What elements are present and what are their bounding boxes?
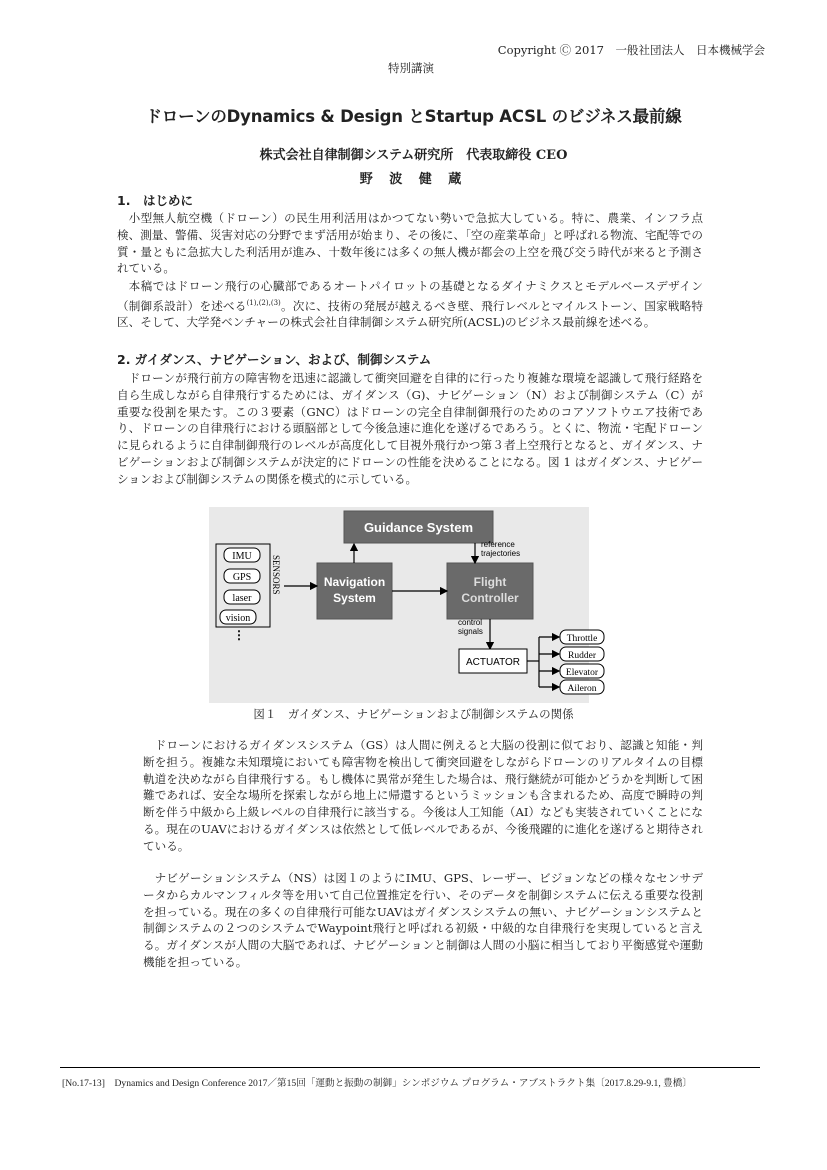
paragraph: ドローンにおけるガイダンスシステム（GS）は人間に例えると大脳の役割に似ており、認識と知能・判断を担う。複雑な未知環境においても障害物を検出して衝突回避をしながらドローンのリアルタイムの目標軌道を決めながら自律飛行する。もし機体に異常が発生した場合は、飛行継続が可能かどうかを判断して困難であれば、安全な場所を探索しながら地上に帰還するというミッションも含まれるため、高度で瞬時の判断を伴う中級から上級レベルの自律飛行に該当する。今後は人工知能（AI）なども実装されていくことになる。現在のUAVにおけるガイダンスは依然として低レベルであるが、今後飛躍的に進化を遂げると期待されている。 — [143, 738, 703, 853]
reference-label-1: reference — [481, 540, 515, 549]
sensor-imu-label: IMU — [232, 551, 252, 562]
output-elevator-label: Elevator — [565, 668, 599, 678]
navigation-label-1: Navigation — [323, 575, 386, 589]
figure-caption: 図１ ガイダンス、ナビゲーションおよび制御システムの関係 — [253, 707, 574, 721]
paragraph — [117, 278, 703, 331]
paper-title: ドローンのDynamics & Design とStartup ACSL のビジネス最前線 — [145, 107, 682, 126]
author-affiliation: 株式会社自律制御システム研究所 代表取締役 CEO — [259, 148, 568, 163]
sensor-vision-label: vision — [225, 613, 251, 624]
footer-rule — [60, 1067, 760, 1068]
paragraph-text: 。次に、技術の発展が越えるべき壁、飛行レベルとマイルストーン、国家戦略特区、そして、大学発ベンチャーの株式会社自律制御システム研究所(ACSL)のビジネス最前線を述べる。 — [117, 298, 703, 330]
sensor-laser-label: laser — [232, 593, 252, 604]
copyright-notice: Copyright Ⓒ 2017 一般社団法人 日本機械学会 — [497, 43, 765, 57]
output-rudder-label: Rudder — [568, 651, 596, 661]
control-label-1: control — [458, 618, 483, 627]
paragraph-text: 本稿ではドローン飛行の心臓部であるオートパイロットの基礎となるダイナミクスとモデルベースデザイン（制御系設計）を述べる — [117, 279, 703, 313]
output-aileron-label: Aileron — [567, 684, 597, 694]
citation: (1),(2),(3) — [246, 298, 281, 307]
session-label: 特別講演 — [388, 61, 434, 75]
reference-label-2: trajectories — [481, 549, 521, 558]
paragraph: ナビゲーションシステム（NS）は図１のようにIMU、GPS、レーザー、ビジョンなどの様々なセンサデータからカルマンフィルタ等を用いて自己位置推定を行い、そのデータを制御システムに伝える重要な役割を担っている。現在の多くの自律飛行可能なUAVはガイダンスシステムの無い、ナビゲーションシステムと制御システムの２つのシステムでWaypoint飛行と呼ばれる初級・中級的な自律飛行を実現していると言える。ガイダンスが人間の大脳であれば、ナビゲーションと制御は人間の小脳に相当しており平衡感覚や運動機能を担っている。 — [143, 871, 703, 969]
sensors-ellipsis: ⋮ — [233, 628, 245, 642]
actuator-label: ACTUATOR — [465, 657, 521, 668]
gnc-diagram — [209, 507, 599, 703]
guidance-system-label: Guidance System — [363, 520, 474, 535]
flight-controller-label-1: Flight — [473, 575, 507, 589]
output-throttle-label: Throttle — [566, 634, 598, 644]
control-label-2: signals — [458, 627, 483, 636]
section-heading-introduction: 1. はじめに — [117, 193, 193, 208]
sensor-gps-label: GPS — [232, 572, 252, 583]
paragraph: 小型無人航空機（ドローン）の民生用利活用はかつてない勢いで急拡大している。特に、農業、インフラ点検、測量、警備、災害対応の分野でまず活用が始まり、その後に、「空の産業革命」と呼ばれる物流、宅配等での質・量ともに急拡大した利活用が進み、十数年後には多くの無人機が都会の上空を飛び交う時代が来ると予測されている。 — [117, 211, 703, 276]
sensors-label: SENSORS — [271, 555, 281, 595]
section-heading-gnc: 2. ガイダンス、ナビゲーション、および、制御システム — [117, 352, 432, 367]
footer-citation: [No.17-13] Dynamics and Design Conference 2017／第15回「運動と振動の制御」シンポジウム プログラム・アブストラクト集〔2017.8.29-9.1, 豊橋〕 — [62, 1078, 692, 1089]
navigation-label-2: System — [333, 591, 376, 605]
author-name: 野 波 健 蔵 — [359, 172, 468, 187]
flight-controller-label-2: Controller — [461, 591, 519, 605]
paragraph: ドローンが飛行前方の障害物を迅速に認識して衝突回避を自律的に行ったり複雑な環境を認識して飛行経路を自ら生成しながら自律飛行するためには、ガイダンス（G)、ナビゲーション（N）および制御システム（C）が重要な役割を果たす。この３要素（GNC）はドローンの完全自律制御飛行のためのコアソフトウエア技術であり、ドローンの自律飛行における頭脳部として今後急速に進化を遂げるであろう。とくに、物流・宅配ドローンに見られるように自律制御飛行のレベルが高度化して目視外飛行かつ第３者上空飛行となると、ガイダンス、ナビゲーションおよび制御システムが決定的にドローンの性能を決めることになる。図 1 はガイダンス、ナビゲーションおよび制御システムの関係を模式的に示している。 — [117, 371, 703, 486]
